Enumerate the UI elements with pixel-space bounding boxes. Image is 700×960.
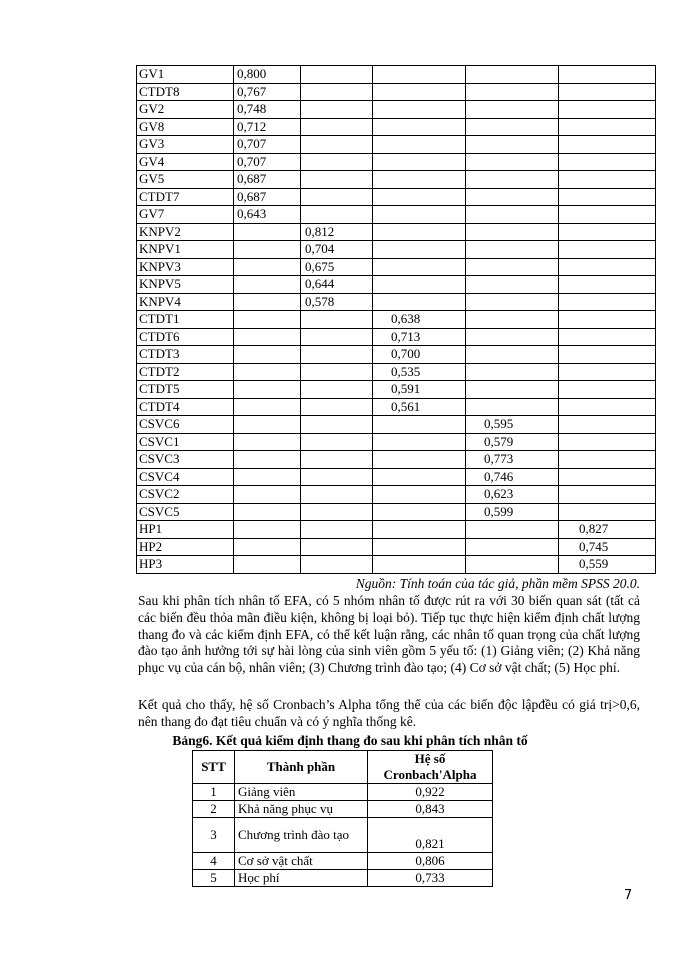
loading-cell <box>373 258 466 276</box>
loading-cell <box>234 521 301 539</box>
loading-cell <box>466 311 559 329</box>
loading-cell <box>301 556 373 574</box>
table-row <box>137 83 656 101</box>
table-row <box>137 363 656 381</box>
loading-cell <box>301 433 373 451</box>
loading-cell <box>301 451 373 469</box>
loading-cell <box>234 258 301 276</box>
loading-cell <box>234 276 301 294</box>
loading-cell <box>301 118 373 136</box>
loading-cell <box>301 66 373 84</box>
loading-cell <box>234 503 301 521</box>
variable-cell: CTDT3 <box>137 346 234 364</box>
table-row <box>137 433 656 451</box>
loading-cell <box>466 363 559 381</box>
loading-cell <box>559 416 656 434</box>
variable-cell: GV7 <box>137 206 234 224</box>
table-row <box>137 206 656 224</box>
paragraph-cronbach-summary: Kết quả cho thấy, hệ số Cronbach’s Alpha tổng thể của các biến độc lậpđều có giá trị>0,6, nên thang đo đạt tiêu chuẩn và có ý nghĩa thống kê. <box>138 697 640 729</box>
loading-cell <box>301 381 373 399</box>
table-row <box>137 503 656 521</box>
row-stt: 5 <box>193 870 235 887</box>
table-row <box>137 468 656 486</box>
loading-cell <box>466 83 559 101</box>
loading-cell <box>373 136 466 154</box>
loading-cell: 0,687 <box>234 171 301 189</box>
loading-cell <box>234 538 301 556</box>
loading-cell <box>301 346 373 364</box>
loading-cell <box>234 311 301 329</box>
loading-cell <box>301 538 373 556</box>
table-row <box>137 328 656 346</box>
loading-cell: 0,704 <box>301 241 373 259</box>
row-component: Học phí <box>235 870 368 887</box>
variable-cell: CTDT8 <box>137 83 234 101</box>
loading-cell <box>301 171 373 189</box>
loading-cell <box>559 66 656 84</box>
loading-cell <box>234 416 301 434</box>
loading-cell <box>559 293 656 311</box>
loading-cell <box>559 258 656 276</box>
loading-cell: 0,559 <box>559 556 656 574</box>
loading-cell <box>466 521 559 539</box>
header-stt: STT <box>193 751 235 784</box>
table-row <box>137 346 656 364</box>
table-row <box>137 486 656 504</box>
loading-cell <box>373 101 466 119</box>
loading-cell <box>301 101 373 119</box>
loading-cell <box>234 486 301 504</box>
loading-cell: 0,687 <box>234 188 301 206</box>
loading-cell <box>559 503 656 521</box>
loading-cell <box>559 83 656 101</box>
loading-cell: 0,713 <box>373 328 466 346</box>
header-component: Thành phần <box>235 751 368 784</box>
row-stt: 4 <box>193 853 235 870</box>
table6-caption: Bảng6. Kết quả kiểm định thang đo sau khi phân tích nhân tố <box>172 733 528 748</box>
loading-cell <box>301 328 373 346</box>
table-row <box>137 101 656 119</box>
loading-cell <box>234 223 301 241</box>
table-row <box>137 538 656 556</box>
loading-cell <box>373 293 466 311</box>
row-component: Khả năng phục vụ <box>235 801 368 818</box>
loading-cell <box>234 556 301 574</box>
loading-cell <box>559 206 656 224</box>
table-row <box>137 276 656 294</box>
variable-cell: HP1 <box>137 521 234 539</box>
row-stt: 1 <box>193 784 235 801</box>
loading-cell <box>466 381 559 399</box>
variable-cell: HP3 <box>137 556 234 574</box>
factor-loadings-table <box>136 65 656 574</box>
loading-cell <box>301 468 373 486</box>
variable-cell: KNPV4 <box>137 293 234 311</box>
row-value: 0,922 <box>368 784 493 801</box>
loading-cell <box>373 206 466 224</box>
variable-cell: GV5 <box>137 171 234 189</box>
loading-cell <box>559 311 656 329</box>
table-row <box>137 258 656 276</box>
loading-cell: 0,712 <box>234 118 301 136</box>
loading-cell: 0,773 <box>466 451 559 469</box>
loading-cell: 0,700 <box>373 346 466 364</box>
page-number: 7 <box>624 888 633 903</box>
loading-cell <box>466 538 559 556</box>
loading-cell <box>466 136 559 154</box>
row-value: 0,733 <box>368 870 493 887</box>
table-row <box>193 818 493 853</box>
loading-cell <box>301 311 373 329</box>
row-value: 0,843 <box>368 801 493 818</box>
loading-cell <box>373 66 466 84</box>
loading-cell <box>559 101 656 119</box>
loading-cell <box>559 241 656 259</box>
loading-cell <box>373 223 466 241</box>
table-row <box>193 784 493 801</box>
table-row <box>193 853 493 870</box>
loading-cell: 0,707 <box>234 153 301 171</box>
loading-cell <box>301 398 373 416</box>
loading-cell <box>466 293 559 311</box>
loading-cell <box>234 241 301 259</box>
variable-cell: CSVC1 <box>137 433 234 451</box>
loading-cell <box>466 66 559 84</box>
row-component: Giảng viên <box>235 784 368 801</box>
loading-cell <box>466 118 559 136</box>
table-row <box>193 870 493 887</box>
loading-cell <box>234 363 301 381</box>
loading-cell <box>234 433 301 451</box>
loading-cell <box>466 206 559 224</box>
table-row <box>137 223 656 241</box>
loading-cell: 0,561 <box>373 398 466 416</box>
variable-cell: CTDT1 <box>137 311 234 329</box>
loading-cell <box>559 171 656 189</box>
table-row <box>137 188 656 206</box>
loading-cell <box>234 381 301 399</box>
cronbach-table <box>192 750 493 887</box>
row-value: 0,806 <box>368 853 493 870</box>
loading-cell <box>234 451 301 469</box>
loading-cell <box>373 188 466 206</box>
cronbach-header-row <box>193 751 493 784</box>
variable-cell: CTDT4 <box>137 398 234 416</box>
loading-cell: 0,675 <box>301 258 373 276</box>
loading-cell <box>301 153 373 171</box>
table-row <box>137 136 656 154</box>
loading-cell: 0,748 <box>234 101 301 119</box>
paragraph-efa-summary: Sau khi phân tích nhân tố EFA, có 5 nhóm nhân tố được rút ra với 30 biến quan sát (tất cả các biến đều thỏa mãn điều kiện, không bị loại bỏ). Tiếp tục thực hiện kiểm định chất lượng thang đo và các kiểm định EFA, có thể kết luận rằng, các nhân tố quan trọng của chất lượng đào tạo ảnh hưởng tới sự hài lòng của sinh viên gồm 5 yếu tố: (1) Giảng viên; (2) Khả năng phục vụ của cán bộ, nhân viên; (3) Chương trình đào tạo; (4) Cơ sở vật chất; (5) Học phí. <box>138 593 640 676</box>
loading-cell: 0,707 <box>234 136 301 154</box>
loading-cell: 0,643 <box>234 206 301 224</box>
variable-cell: HP2 <box>137 538 234 556</box>
loading-cell <box>301 136 373 154</box>
loading-cell <box>559 118 656 136</box>
loading-cell <box>301 83 373 101</box>
loading-cell <box>373 468 466 486</box>
table-row <box>137 118 656 136</box>
loading-cell <box>301 503 373 521</box>
row-stt: 2 <box>193 801 235 818</box>
variable-cell: KNPV5 <box>137 276 234 294</box>
loading-cell: 0,578 <box>301 293 373 311</box>
loading-cell <box>559 433 656 451</box>
loading-cell <box>466 241 559 259</box>
loading-cell <box>373 521 466 539</box>
variable-cell: CTDT2 <box>137 363 234 381</box>
loading-cell <box>559 468 656 486</box>
variable-cell: KNPV3 <box>137 258 234 276</box>
loading-cell <box>373 538 466 556</box>
loading-cell <box>559 381 656 399</box>
loading-cell <box>466 398 559 416</box>
row-component: Cơ sở vật chất <box>235 853 368 870</box>
loading-cell <box>234 293 301 311</box>
loading-cell: 0,638 <box>373 311 466 329</box>
loading-cell <box>559 328 656 346</box>
loading-cell <box>234 468 301 486</box>
loading-cell <box>559 223 656 241</box>
loading-cell: 0,767 <box>234 83 301 101</box>
loading-cell <box>559 136 656 154</box>
variable-cell: GV4 <box>137 153 234 171</box>
variable-cell: CSVC6 <box>137 416 234 434</box>
loading-cell <box>234 328 301 346</box>
loading-cell <box>559 486 656 504</box>
loading-cell: 0,595 <box>466 416 559 434</box>
variable-cell: CTDT5 <box>137 381 234 399</box>
table-row <box>193 801 493 818</box>
loading-cell <box>559 188 656 206</box>
loading-cell <box>373 451 466 469</box>
loading-cell <box>466 328 559 346</box>
table-row <box>137 521 656 539</box>
row-component: Chương trình đào tạo <box>235 818 368 853</box>
loading-cell <box>466 258 559 276</box>
variable-cell: CSVC4 <box>137 468 234 486</box>
variable-cell: CTDT7 <box>137 188 234 206</box>
row-stt: 3 <box>193 818 235 853</box>
loading-cell: 0,579 <box>466 433 559 451</box>
table-row <box>137 241 656 259</box>
loading-cell: 0,812 <box>301 223 373 241</box>
loading-cell <box>301 363 373 381</box>
table-row <box>137 398 656 416</box>
variable-cell: CSVC3 <box>137 451 234 469</box>
table-row <box>137 171 656 189</box>
table-row <box>137 451 656 469</box>
loading-cell <box>559 451 656 469</box>
loading-cell <box>466 346 559 364</box>
loading-cell <box>373 486 466 504</box>
loading-cell: 0,745 <box>559 538 656 556</box>
loading-cell <box>466 101 559 119</box>
loading-cell <box>373 118 466 136</box>
loading-cell: 0,599 <box>466 503 559 521</box>
table-row <box>137 556 656 574</box>
factor-loadings-body <box>137 66 656 574</box>
loading-cell <box>373 171 466 189</box>
loading-cell <box>559 363 656 381</box>
loading-cell: 0,623 <box>466 486 559 504</box>
loading-cell <box>559 398 656 416</box>
variable-cell: KNPV1 <box>137 241 234 259</box>
loading-cell <box>373 153 466 171</box>
table-row <box>137 416 656 434</box>
table-row <box>137 153 656 171</box>
loading-cell <box>373 503 466 521</box>
loading-cell <box>559 346 656 364</box>
loading-cell <box>466 276 559 294</box>
loading-cell <box>301 521 373 539</box>
variable-cell: CTDT6 <box>137 328 234 346</box>
table-row <box>137 381 656 399</box>
table-row <box>137 311 656 329</box>
variable-cell: GV3 <box>137 136 234 154</box>
table-row <box>137 293 656 311</box>
loading-cell <box>466 556 559 574</box>
loading-cell: 0,800 <box>234 66 301 84</box>
loading-cell <box>559 276 656 294</box>
loading-cell <box>301 206 373 224</box>
variable-cell: GV8 <box>137 118 234 136</box>
loading-cell <box>373 556 466 574</box>
loading-cell: 0,535 <box>373 363 466 381</box>
source-note: Nguồn: Tính toán của tác giả, phần mềm SPSS 20.0. <box>355 576 640 591</box>
table-row <box>137 66 656 84</box>
loading-cell <box>466 153 559 171</box>
loading-cell <box>373 433 466 451</box>
loading-cell: 0,746 <box>466 468 559 486</box>
loading-cell: 0,591 <box>373 381 466 399</box>
loading-cell <box>466 188 559 206</box>
loading-cell <box>373 416 466 434</box>
loading-cell <box>373 241 466 259</box>
loading-cell <box>301 188 373 206</box>
loading-cell <box>466 171 559 189</box>
header-coef: Hệ số Cronbach'Alpha <box>368 751 493 784</box>
loading-cell <box>301 486 373 504</box>
loading-cell: 0,827 <box>559 521 656 539</box>
loading-cell <box>234 346 301 364</box>
loading-cell <box>559 153 656 171</box>
loading-cell <box>373 276 466 294</box>
loading-cell <box>373 83 466 101</box>
row-value: 0,821 <box>368 818 493 853</box>
variable-cell: CSVC5 <box>137 503 234 521</box>
variable-cell: GV2 <box>137 101 234 119</box>
loading-cell <box>301 416 373 434</box>
loading-cell <box>466 223 559 241</box>
variable-cell: CSVC2 <box>137 486 234 504</box>
variable-cell: GV1 <box>137 66 234 84</box>
loading-cell: 0,644 <box>301 276 373 294</box>
loading-cell <box>234 398 301 416</box>
variable-cell: KNPV2 <box>137 223 234 241</box>
